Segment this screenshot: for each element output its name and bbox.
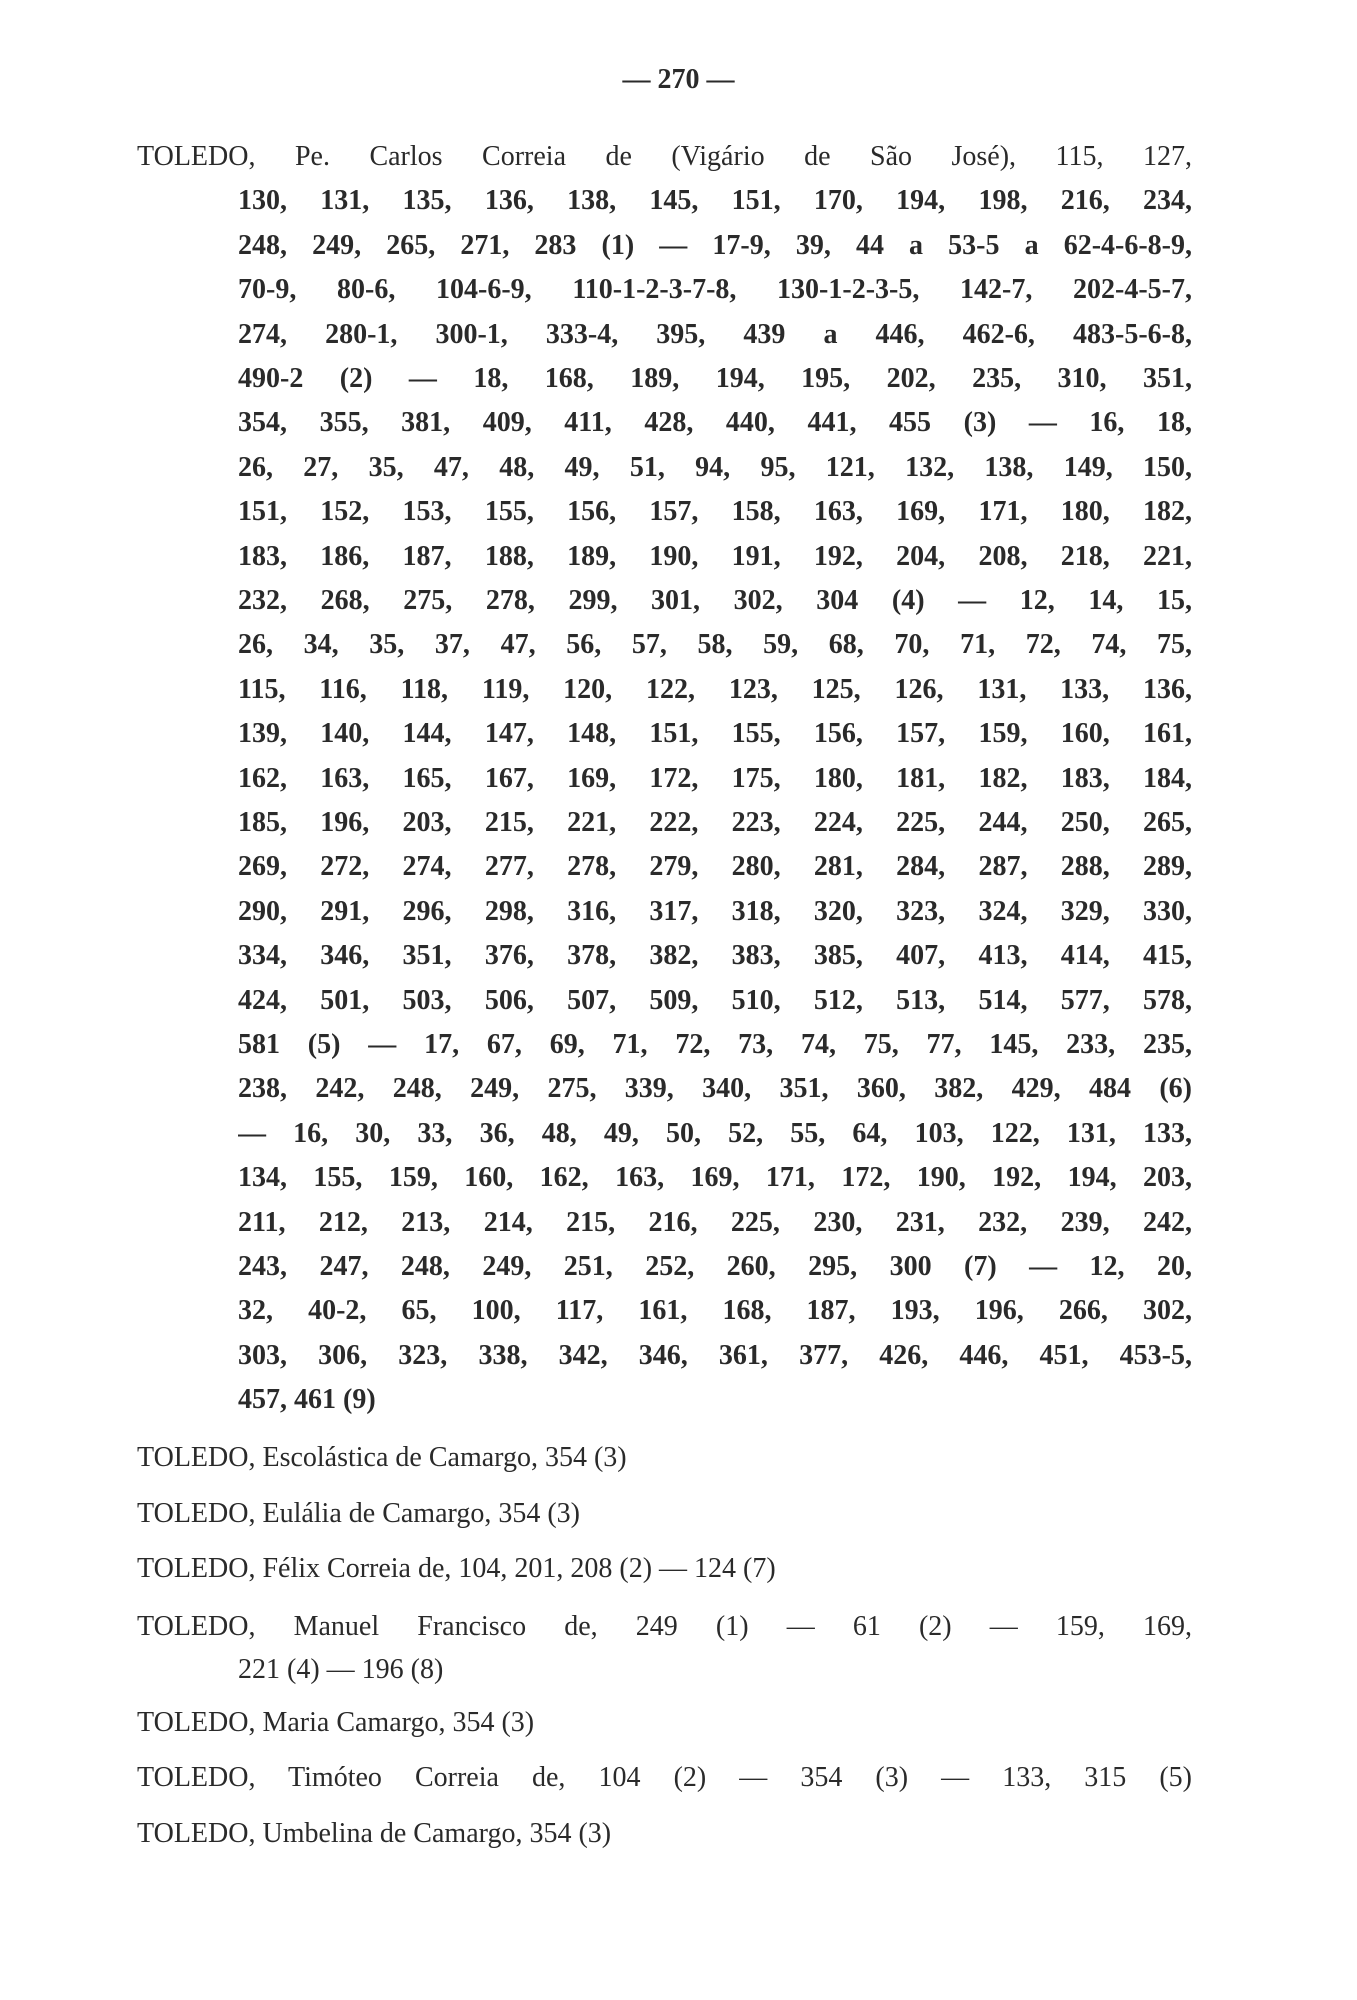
entry-continuation-line: 130, 131, 135, 136, 138, 145, 151, 170, 194, 198, 216, 234, (238, 185, 1192, 216)
entry-heading-line: TOLEDO, Umbelina de Camargo, 354 (3) (137, 1818, 612, 1849)
entry-continuation-line: 274, 280-1, 300-1, 333-4, 395, 439 a 446, 462-6, 483-5-6-8, (238, 319, 1192, 350)
page-number: — 270 — (622, 64, 735, 95)
entry-heading-line: TOLEDO, Timóteo Correia de, 104 (2) — 354 (3) — 133, 315 (5) (137, 1762, 1192, 1793)
entry-heading-line: TOLEDO, Escolástica de Camargo, 354 (3) (137, 1442, 627, 1473)
entry-continuation-line: 290, 291, 296, 298, 316, 317, 318, 320, 323, 324, 329, 330, (238, 896, 1192, 927)
entry-continuation-line: 232, 268, 275, 278, 299, 301, 302, 304 (4) — 12, 14, 15, (238, 585, 1192, 616)
entry-heading-line: TOLEDO, Maria Camargo, 354 (3) (137, 1707, 535, 1738)
entry-continuation-line: 26, 34, 35, 37, 47, 56, 57, 58, 59, 68, 70, 71, 72, 74, 75, (238, 629, 1192, 660)
entry-heading-line: TOLEDO, Pe. Carlos Correia de (Vigário de São José), 115, 127, (137, 141, 1192, 172)
entry-continuation-line: 134, 155, 159, 160, 162, 163, 169, 171, 172, 190, 192, 194, 203, (238, 1162, 1192, 1193)
entry-continuation-line: 185, 196, 203, 215, 221, 222, 223, 224, 225, 244, 250, 265, (238, 807, 1192, 838)
entry-continuation-line: 248, 249, 265, 271, 283 (1) — 17-9, 39, 44 a 53-5 a 62-4-6-8-9, (238, 230, 1192, 261)
entry-continuation-line: 162, 163, 165, 167, 169, 172, 175, 180, 181, 182, 183, 184, (238, 763, 1192, 794)
entry-continuation-line: 243, 247, 248, 249, 251, 252, 260, 295, 300 (7) — 12, 20, (238, 1251, 1192, 1282)
entry-heading-line: TOLEDO, Manuel Francisco de, 249 (1) — 61 (2) — 159, 169, (137, 1611, 1192, 1642)
entry-continuation-line: 424, 501, 503, 506, 507, 509, 510, 512, 513, 514, 577, 578, (238, 985, 1192, 1016)
entry-heading-line: TOLEDO, Félix Correia de, 104, 201, 208 (2) — 124 (7) (137, 1553, 776, 1584)
entry-continuation-line: 70-9, 80-6, 104-6-9, 110-1-2-3-7-8, 130-1-2-3-5, 142-7, 202-4-5-7, (238, 274, 1192, 305)
entry-continuation-line: 151, 152, 153, 155, 156, 157, 158, 163, 169, 171, 180, 182, (238, 496, 1192, 527)
entry-continuation-line: 490-2 (2) — 18, 168, 189, 194, 195, 202, 235, 310, 351, (238, 363, 1192, 394)
entry-continuation-line: 139, 140, 144, 147, 148, 151, 155, 156, 157, 159, 160, 161, (238, 718, 1192, 749)
entry-continuation-line: 269, 272, 274, 277, 278, 279, 280, 281, 284, 287, 288, 289, (238, 851, 1192, 882)
entry-continuation-line: 334, 346, 351, 376, 378, 382, 383, 385, 407, 413, 414, 415, (238, 940, 1192, 971)
entry-continuation-line: 26, 27, 35, 47, 48, 49, 51, 94, 95, 121, 132, 138, 149, 150, (238, 452, 1192, 483)
entry-continuation-line: — 16, 30, 33, 36, 48, 49, 50, 52, 55, 64, 103, 122, 131, 133, (238, 1118, 1192, 1149)
entry-continuation-line: 303, 306, 323, 338, 342, 346, 361, 377, 426, 446, 451, 453-5, (238, 1340, 1192, 1371)
entry-continuation-line: 115, 116, 118, 119, 120, 122, 123, 125, 126, 131, 133, 136, (238, 674, 1192, 705)
entry-continuation-line: 211, 212, 213, 214, 215, 216, 225, 230, 231, 232, 239, 242, (238, 1207, 1192, 1238)
entry-continuation-line: 183, 186, 187, 188, 189, 190, 191, 192, 204, 208, 218, 221, (238, 541, 1192, 572)
entry-continuation-line: 354, 355, 381, 409, 411, 428, 440, 441, 455 (3) — 16, 18, (238, 407, 1192, 438)
entry-continuation-line: 221 (4) — 196 (8) (238, 1654, 444, 1685)
entry-continuation-line: 32, 40-2, 65, 100, 117, 161, 168, 187, 193, 196, 266, 302, (238, 1295, 1192, 1326)
entry-continuation-line: 238, 242, 248, 249, 275, 339, 340, 351, 360, 382, 429, 484 (6) (238, 1073, 1192, 1104)
entry-continuation-line: 581 (5) — 17, 67, 69, 71, 72, 73, 74, 75, 77, 145, 233, 235, (238, 1029, 1192, 1060)
entry-continuation-line: 457, 461 (9) (238, 1384, 376, 1415)
entry-heading-line: TOLEDO, Eulália de Camargo, 354 (3) (137, 1498, 580, 1529)
